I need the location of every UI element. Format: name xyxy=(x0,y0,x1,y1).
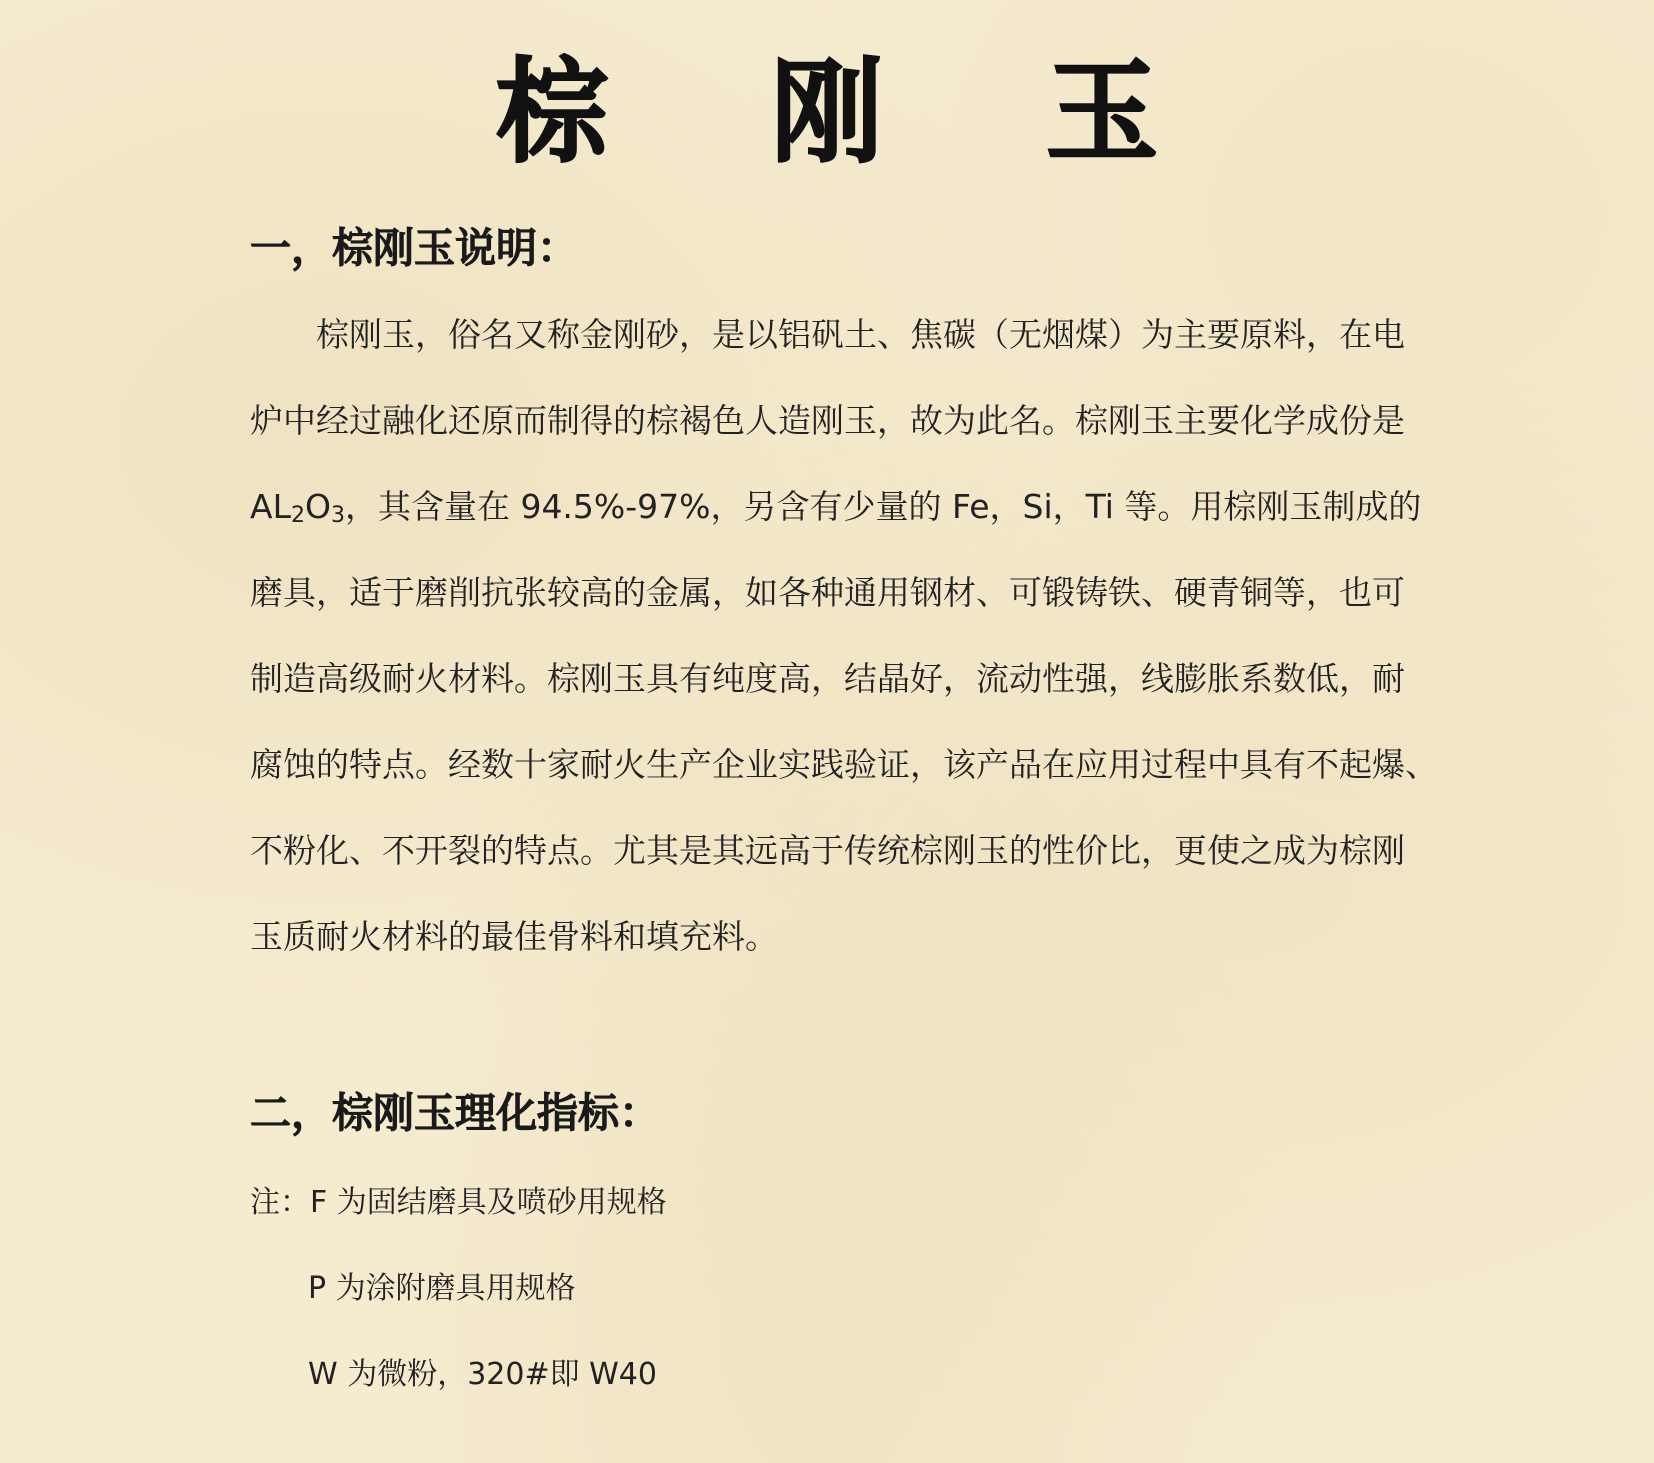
paragraph-line: 磨具，适于磨削抗张较高的金属，如各种通用钢材、可锻铸铁、硬青铜等，也可 xyxy=(250,573,1405,612)
paragraph-line: 腐蚀的特点。经数十家耐火生产企业实践验证，该产品在应用过程中具有不起爆、 xyxy=(250,745,1438,784)
paragraph-line: 炉中经过融化还原而制得的棕褐色人造刚玉，故为此名。棕刚玉主要化学成份是 xyxy=(250,401,1405,440)
formula-subscript-3: 3 xyxy=(330,503,345,528)
formula-o: O xyxy=(304,487,331,526)
note-line-f: 注：F 为固结磨具及喷砂用规格 xyxy=(250,1185,667,1220)
formula-subscript-2: 2 xyxy=(290,503,305,528)
section-heading-description: 一，棕刚玉说明： xyxy=(250,224,578,272)
paragraph-line: 制造高级耐火材料。棕刚玉具有纯度高，结晶好，流动性强，线膨胀系数低，耐 xyxy=(250,659,1405,698)
paragraph-line: 不粉化、不开裂的特点。尤其是其远高于传统棕刚玉的性价比，更使之成为棕刚 xyxy=(250,831,1405,870)
paragraph-line: 棕刚玉，俗名又称金刚砂，是以铝矾土、焦碳（无烟煤）为主要原料，在电 xyxy=(316,315,1405,354)
paragraph-line: 玉质耐火材料的最佳骨料和填充料。 xyxy=(250,917,778,956)
formula-al: AL xyxy=(250,487,291,526)
paragraph-line-formula xyxy=(250,487,1422,528)
page-title: 棕 刚 玉 xyxy=(496,48,1220,178)
note-line-p: P 为涂附磨具用规格 xyxy=(308,1271,576,1306)
paragraph-line-rest: ，其含量在 94.5%-97%，另含有少量的 Fe，Si，Ti 等。用棕刚玉制成的 xyxy=(344,487,1422,526)
note-line-w: W 为微粉，320#即 W40 xyxy=(308,1357,657,1392)
section-heading-specifications: 二，棕刚玉理化指标： xyxy=(250,1089,660,1137)
chemical-formula xyxy=(250,487,345,528)
